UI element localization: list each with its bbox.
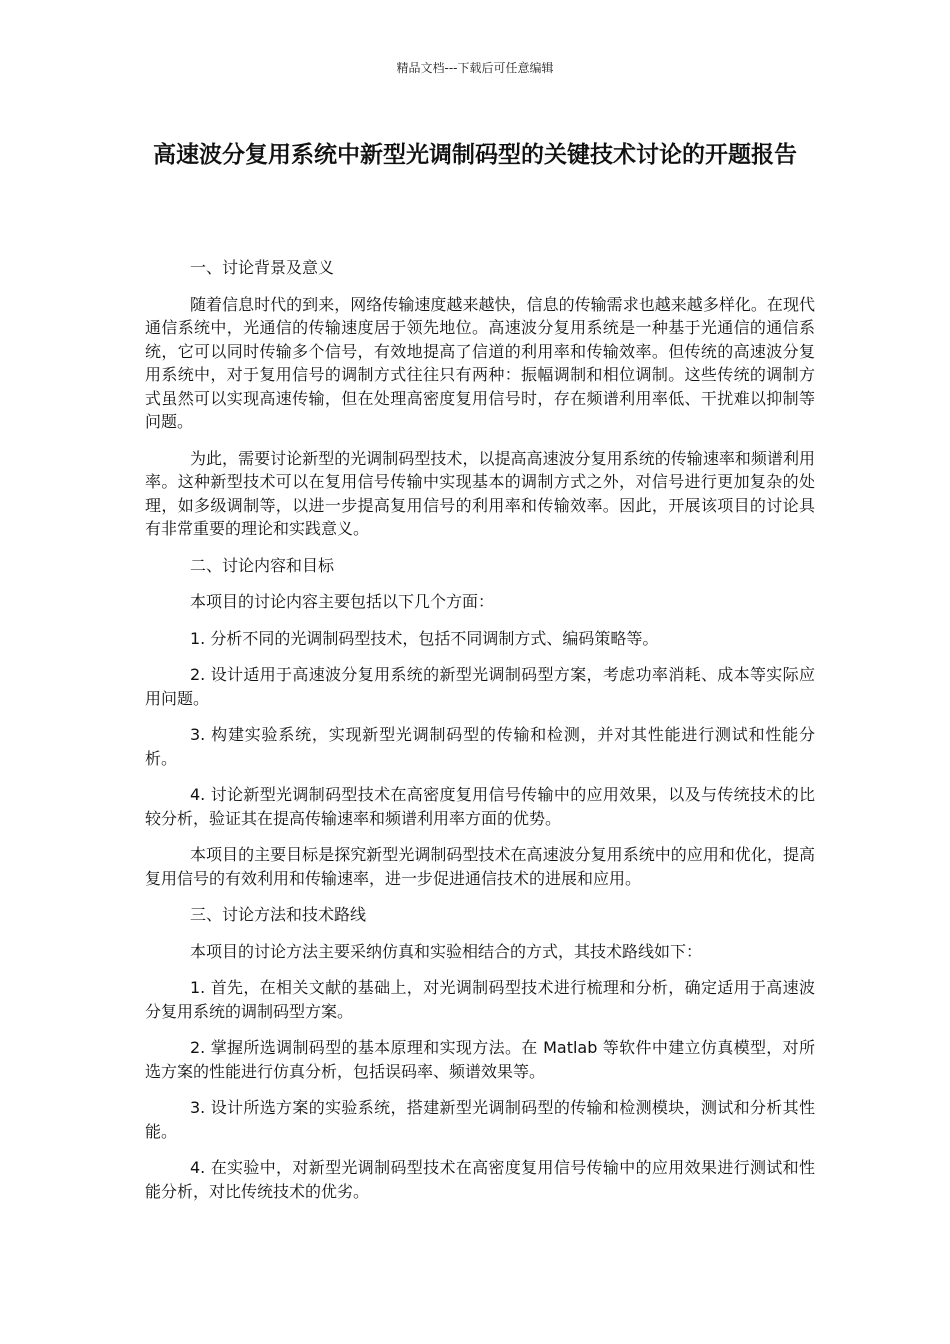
header-note: 精品文档---下载后可任意编辑 (396, 61, 554, 75)
section-heading: 一、讨论背景及意义 (190, 258, 335, 277)
section-heading: 二、讨论内容和目标 (190, 555, 335, 575)
body-paragraph: 本项目的主要目标是探究新型光调制码型技术在高速波分复用系统中的应用和优化，提高复用信号的有效利用和传输速率，进一步促进通信技术的进展和应用。 (145, 845, 815, 888)
list-item: 4. 讨论新型光调制码型技术在高密度复用信号传输中的应用效果，以及与传统技术的比较分析，验证其在提高传输速率和频谱利用率方面的优势。 (145, 785, 815, 828)
document-body (145, 256, 815, 1216)
list-item: 3. 构建实验系统，实现新型光调制码型的传输和检测，并对其性能进行测试和性能分析。 (145, 725, 815, 768)
list-item: 4. 在实验中，对新型光调制码型技术在高密度复用信号传输中的应用效果进行测试和性能分析，对比传统技术的优劣。 (145, 1158, 815, 1201)
list-item: 2. 设计适用于高速波分复用系统的新型光调制码型方案，考虑功率消耗、成本等实际应用问题。 (145, 665, 815, 708)
body-paragraph: 本项目的讨论方法主要采纳仿真和实验相结合的方式，其技术路线如下： (190, 941, 703, 961)
list-item: 3. 设计所选方案的实验系统，搭建新型光调制码型的传输和检测模块，测试和分析其性能。 (145, 1098, 815, 1141)
list-item: 2. 掌握所选调制码型的基本原理和实现方法。在 Matlab 等软件中建立仿真模型，对所选方案的性能进行仿真分析，包括误码率、频谱效果等。 (145, 1038, 815, 1081)
document-title: 高速波分复用系统中新型光调制码型的关键技术讨论的开题报告 (153, 142, 797, 168)
list-item: 1. 分析不同的光调制码型技术，包括不同调制方式、编码策略等。 (190, 628, 659, 648)
body-paragraph: 为此，需要讨论新型的光调制码型技术，以提高高速波分复用系统的传输速率和频谱利用率。这种新型技术可以在复用信号传输中实现基本的调制方式之外，对信号进行更加复杂的处理，如多级调制等，以进一步提高复用信号的利用率和传输效率。因此，开展该项目的讨论具有非常重要的理论和实践意义。 (145, 448, 815, 538)
section-heading: 三、讨论方法和技术路线 (190, 905, 367, 924)
list-item: 1. 首先，在相关文献的基础上，对光调制码型技术进行梳理和分析，确定适用于高速波分复用系统的调制码型方案。 (145, 978, 815, 1021)
body-paragraph: 随着信息时代的到来，网络传输速度越来越快，信息的传输需求也越来越多样化。在现代通信系统中，光通信的传输速度居于领先地位。高速波分复用系统是一种基于光通信的通信系统，它可以同时传输多个信号，有效地提高了信道的利用率和传输效率。但传统的高速波分复用系统中，对于复用信号的调制方式往往只有两种：振幅调制和相位调制。这些传统的调制方式虽然可以实现高速传输，但在处理高密度复用信号时，存在频谱利用率低、干扰难以抑制等问题。 (145, 294, 815, 431)
body-paragraph: 本项目的讨论内容主要包括以下几个方面： (190, 592, 495, 611)
